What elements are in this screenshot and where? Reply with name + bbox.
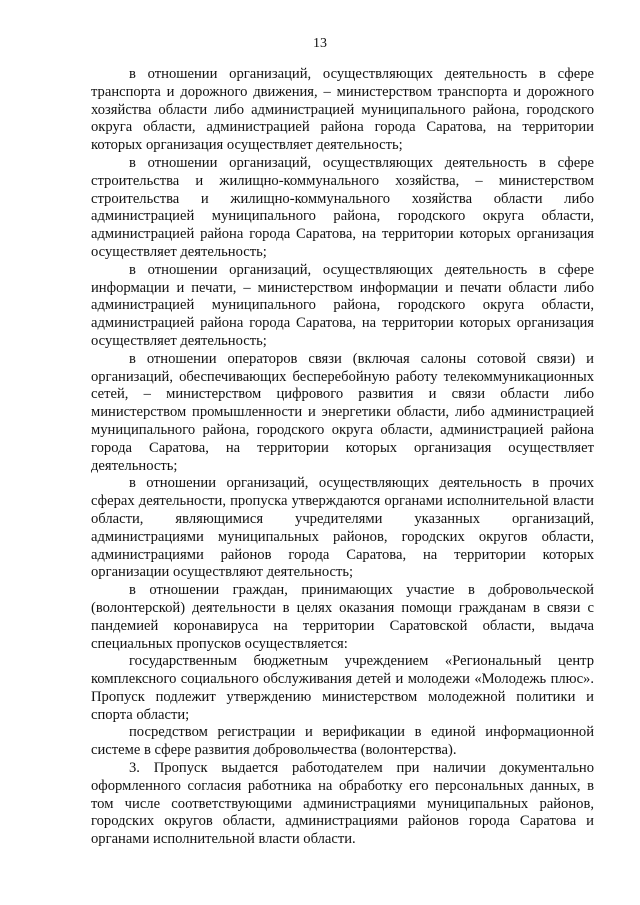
page-number: 13 [313,36,327,51]
paragraph-information: в отношении организаций, осуществляющих деятельность в сфере информации и печати, – министерством информации и печати области либо администрацией муниципального района, городского округа области, администрацией района города Саратова, на территории которых организация осуществляет деятельность; [91,261,594,349]
paragraph-item-3: 3. Пропуск выдается работодателем при наличии документально оформленного согласия работника на обработку его персональных данных, в том числе соответствующими администрациями муниципальных районов, городских округов области, администрациями районов города Саратова и органами исполнительной власти области. [91,760,594,848]
paragraph-registration: посредством регистрации и верификации в единой информационной системе в сфере развития добровольчества (волонтерства). [91,724,594,759]
paragraph-volunteers: в отношении граждан, принимающих участие в добровольческой (волонтерской) деятельности в целях оказания помощи гражданам в связи с пандемией коронавируса на территории Саратовской области, выдача специальных пропусков осуществляется: [91,582,594,652]
paragraph-other-spheres: в отношении организаций, осуществляющих деятельность в прочих сферах деятельности, пропуска утверждаются органами исполнительной власти области, являющимися учредителями указанных организаций, администрациями муниципальных районов, городских округов области, администрациями районов города Саратова, на территории которых организации осуществляют деятельность; [91,475,594,581]
paragraph-construction: в отношении организаций, осуществляющих деятельность в сфере строительства и жилищно-коммунального хозяйства, – министерством строительства и жилищно-коммунального хозяйства области либо администрацией муниципального района, городского округа области, администрацией района города Саратова, на территории которых организация осуществляет деятельность; [91,154,594,260]
paragraph-youth-center: государственным бюджетным учреждением «Региональный центр комплексного социального обслуживания детей и молодежи «Молодежь плюс». Пропуск подлежит утверждению министерством молодежной политики и спорта области; [91,653,594,723]
paragraph-communications: в отношении операторов связи (включая салоны сотовой связи) и организаций, обеспечивающих бесперебойную работу телекоммуникационных сетей, – министерством цифрового развития и связи области либо министерством промышленности и энергетики области, либо администрацией муниципального района, городского округа области, администрацией района города Саратова, на территории которых организация осуществляет деятельность; [91,350,594,474]
paragraph-transport: в отношении организаций, осуществляющих деятельность в сфере транспорта и дорожного движения, – министерством транспорта и дорожного хозяйства области либо администрацией муниципального района, городского округа области, администрацией района города Саратова, на территории которых организация осуществляет деятельность; [91,66,594,154]
document-body [91,66,594,849]
